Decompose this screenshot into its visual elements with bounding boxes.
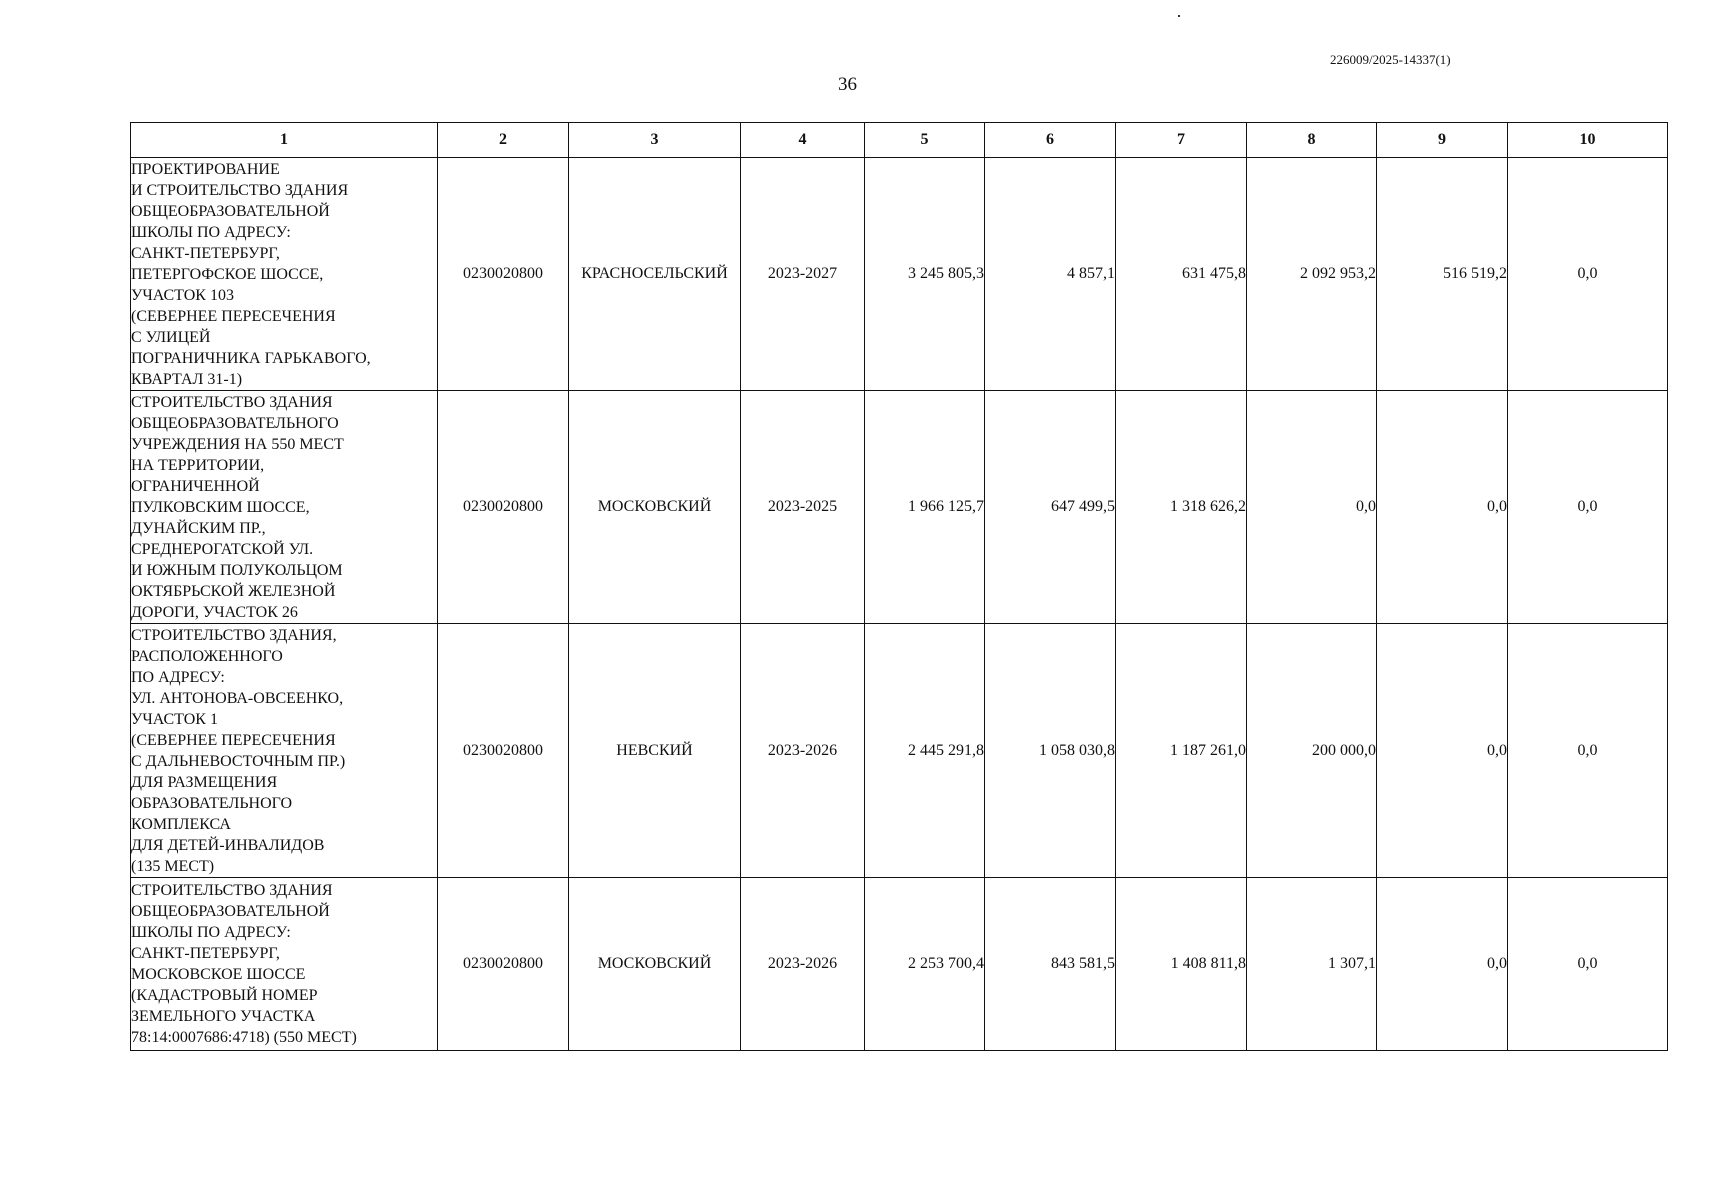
- column-header: 3: [569, 123, 741, 158]
- value-cell-6: 4 857,1: [985, 158, 1116, 391]
- document-id: 226009/2025-14337(1): [1330, 52, 1451, 67]
- project-name-cell: СТРОИТЕЛЬСТВО ЗДАНИЯ ОБЩЕОБРАЗОВАТЕЛЬНОЙ ШКОЛЫ ПО АДРЕСУ: САНКТ-ПЕТЕРБУРГ, МОСКОВСКОЕ ШОССЕ (КАДАСТРОВЫЙ НОМЕР ЗЕМЕЛЬНОГО УЧАСТКА 78:14:0007686:4718) (550 МЕСТ): [131, 878, 438, 1051]
- value-cell-7: 1 318 626,2: [1116, 391, 1247, 624]
- value-cell-6: 1 058 030,8: [985, 624, 1116, 878]
- value-cell-10: 0,0: [1508, 158, 1668, 391]
- value-cell-8: 200 000,0: [1247, 624, 1377, 878]
- value-cell-5: 3 245 805,3: [865, 158, 985, 391]
- value-cell-9: 516 519,2: [1377, 158, 1508, 391]
- value-cell-7: 1 187 261,0: [1116, 624, 1247, 878]
- column-header: 10: [1508, 123, 1668, 158]
- value-cell-5: 1 966 125,7: [865, 391, 985, 624]
- value-cell-8: 2 092 953,2: [1247, 158, 1377, 391]
- project-name-cell: СТРОИТЕЛЬСТВО ЗДАНИЯ ОБЩЕОБРАЗОВАТЕЛЬНОГО УЧРЕЖДЕНИЯ НА 550 МЕСТ НА ТЕРРИТОРИИ, ОГРАНИЧЕННОЙ ПУЛКОВСКИМ ШОССЕ, ДУНАЙСКИМ ПР., СРЕДНЕРОГАТСКОЙ УЛ. И ЮЖНЫМ ПОЛУКОЛЬЦОМ ОКТЯБРЬСКОЙ ЖЕЛЕЗНОЙ ДОРОГИ, УЧАСТОК 26: [131, 391, 438, 624]
- column-header: 4: [741, 123, 865, 158]
- code-cell: 0230020800: [438, 391, 569, 624]
- value-cell-6: 647 499,5: [985, 391, 1116, 624]
- value-cell-6: 843 581,5: [985, 878, 1116, 1051]
- column-header: 1: [131, 123, 438, 158]
- value-cell-9: 0,0: [1377, 878, 1508, 1051]
- period-cell: 2023-2026: [741, 624, 865, 878]
- district-cell: КРАСНОСЕЛЬСКИЙ: [569, 158, 741, 391]
- value-cell-8: 0,0: [1247, 391, 1377, 624]
- column-header: 9: [1377, 123, 1508, 158]
- page-number: 36: [838, 74, 857, 95]
- value-cell-10: 0,0: [1508, 391, 1668, 624]
- period-cell: 2023-2027: [741, 158, 865, 391]
- period-cell: 2023-2025: [741, 391, 865, 624]
- project-name-cell: СТРОИТЕЛЬСТВО ЗДАНИЯ, РАСПОЛОЖЕННОГО ПО АДРЕСУ: УЛ. АНТОНОВА-ОВСЕЕНКО, УЧАСТОК 1 (СЕВЕРНЕЕ ПЕРЕСЕЧЕНИЯ С ДАЛЬНЕВОСТОЧНЫМ ПР.) ДЛЯ РАЗМЕЩЕНИЯ ОБРАЗОВАТЕЛЬНОГО КОМПЛЕКСА ДЛЯ ДЕТЕЙ-ИНВАЛИДОВ (135 МЕСТ): [131, 624, 438, 878]
- district-cell: НЕВСКИЙ: [569, 624, 741, 878]
- code-cell: 0230020800: [438, 624, 569, 878]
- projects-table: [130, 122, 1668, 1051]
- project-name-cell: ПРОЕКТИРОВАНИЕ И СТРОИТЕЛЬСТВО ЗДАНИЯ ОБЩЕОБРАЗОВАТЕЛЬНОЙ ШКОЛЫ ПО АДРЕСУ: САНКТ-ПЕТЕРБУРГ, ПЕТЕРГОФСКОЕ ШОССЕ, УЧАСТОК 103 (СЕВЕРНЕЕ ПЕРЕСЕЧЕНИЯ С УЛИЦЕЙ ПОГРАНИЧНИКА ГАРЬКАВОГО, КВАРТАЛ 31-1): [131, 158, 438, 391]
- table-row: [131, 158, 1668, 391]
- value-cell-5: 2 445 291,8: [865, 624, 985, 878]
- scan-speck: [1178, 15, 1180, 17]
- column-header: 7: [1116, 123, 1247, 158]
- district-cell: МОСКОВСКИЙ: [569, 391, 741, 624]
- value-cell-10: 0,0: [1508, 878, 1668, 1051]
- district-cell: МОСКОВСКИЙ: [569, 878, 741, 1051]
- table-row: [131, 624, 1668, 878]
- value-cell-9: 0,0: [1377, 624, 1508, 878]
- column-header: 8: [1247, 123, 1377, 158]
- column-header: 6: [985, 123, 1116, 158]
- value-cell-8: 1 307,1: [1247, 878, 1377, 1051]
- code-cell: 0230020800: [438, 878, 569, 1051]
- table-row: [131, 391, 1668, 624]
- value-cell-10: 0,0: [1508, 624, 1668, 878]
- column-header: 2: [438, 123, 569, 158]
- value-cell-7: 1 408 811,8: [1116, 878, 1247, 1051]
- value-cell-7: 631 475,8: [1116, 158, 1247, 391]
- period-cell: 2023-2026: [741, 878, 865, 1051]
- table-header-row: [131, 123, 1668, 158]
- table-row: [131, 878, 1668, 1051]
- column-header: 5: [865, 123, 985, 158]
- value-cell-5: 2 253 700,4: [865, 878, 985, 1051]
- code-cell: 0230020800: [438, 158, 569, 391]
- value-cell-9: 0,0: [1377, 391, 1508, 624]
